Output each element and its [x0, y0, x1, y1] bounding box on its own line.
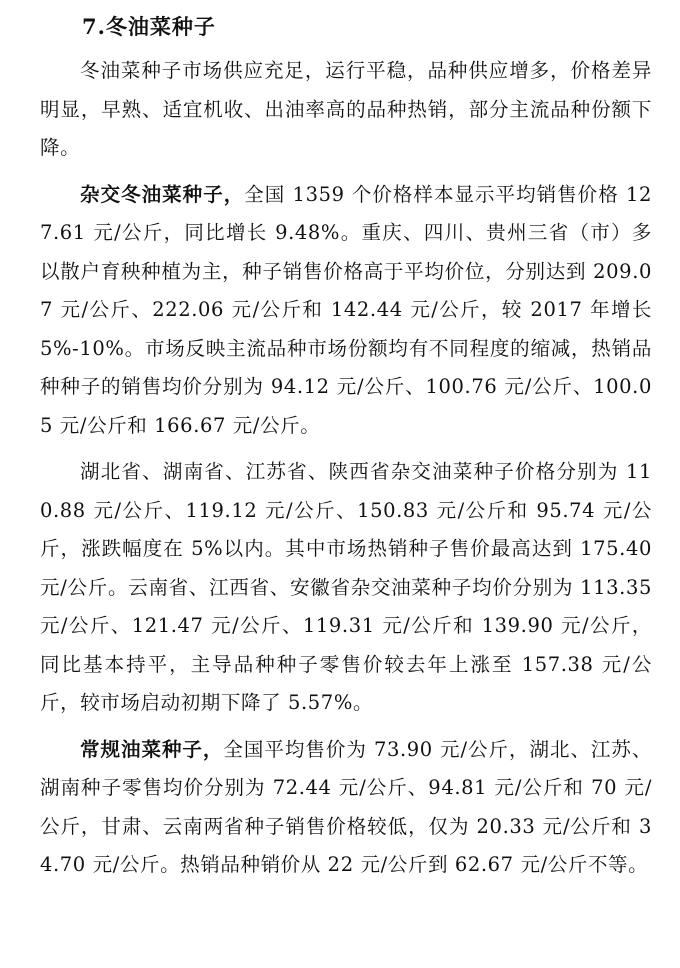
paragraph-hybrid-seeds [40, 176, 652, 446]
paragraph-conventional-seeds [40, 731, 652, 885]
paragraph-overview-text: 冬油菜种子市场供应充足，运行平稳，品种供应增多，价格差异明显，早熟、适宜机收、出油率高的品种热销，部分主流品种份额下降。 [40, 59, 652, 159]
paragraph-hybrid-seeds-lead: 杂交冬油菜种子， [80, 182, 245, 206]
paragraph-conventional-seeds-lead: 常规油菜种子， [80, 737, 224, 761]
paragraph-provincial-prices-text: 湖北省、湖南省、江苏省、陕西省杂交油菜种子价格分别为 110.88 元/公斤、119.12 元/公斤、150.83 元/公斤和 95.74 元/公斤，涨跌幅度在 5%以内。其中市场热销种子售价最高达到 175.40 元/公斤。云南省、江西省、安徽省杂交油菜种子均价分别为 113.35 元/公斤、121.47 元/公斤、119.31 元/公斤和 139.90 元/公斤，同比基本持平，主导品种种子零售价较去年上涨至 157.38 元/公斤，较市场启动初期下降了 5.57%。 [40, 460, 652, 714]
paragraph-provincial-prices [40, 453, 652, 723]
paragraph-hybrid-seeds-text: 全国 1359 个价格样本显示平均销售价格 127.61 元/公斤，同比增长 9.48%。重庆、四川、贵州三省（市）多以散户育秧种植为主，种子销售价格高于平均价位，分别达到 209.07 元/公斤、222.06 元/公斤和 142.44 元/公斤，较 2017 年增长 5%-10%。市场反映主流品种市场份额均有不同程度的缩减，热销品种种子的销售均价分别为 94.12 元/公斤、100.76 元/公斤、100.05 元/公斤和 166.67 元/公斤。 [40, 182, 652, 437]
section-heading: 7.冬油菜种子 [82, 14, 216, 39]
paragraph-conventional-seeds-text: 全国平均售价为 73.90 元/公斤，湖北、江苏、湖南种子零售均价分别为 72.44 元/公斤、94.81 元/公斤和 70 元/公斤，甘肃、云南两省种子销售价格较低，仅为 20.33 元/公斤和 34.70 元/公斤。热销品种销价从 22 元/公斤到 62.67 元/公斤不等。 [40, 737, 653, 876]
paragraph-overview [40, 52, 652, 168]
